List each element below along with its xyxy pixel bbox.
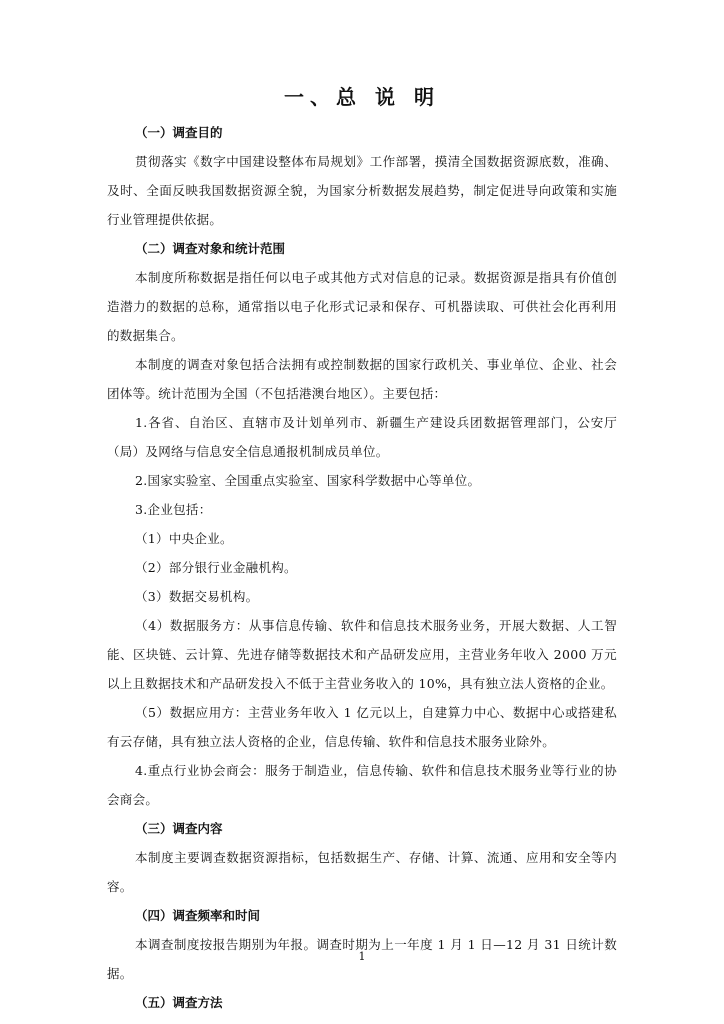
sub-item-data-application-parties: （5）数据应用方：主营业务年收入 1 亿元以上，自建算力中心、数据中心或搭建私有云存储，具有独立法人资格的企业，信息传输、软件和信息技术服务业除外。 [107, 705, 617, 749]
page-title: 一、总 说 明 [284, 85, 440, 109]
document-body [107, 118, 617, 1017]
paragraph-survey-objects: 本制度的调查对象包括合法拥有或控制数据的国家行政机关、事业单位、企业、社会团体等。统计范围为全国（不包括港澳台地区）。主要包括： [107, 357, 617, 401]
sub-item-central-enterprises: （1）中央企业。 [135, 531, 233, 546]
paragraph-content: 本制度主要调查数据资源指标，包括数据生产、存储、计算、流通、应用和安全等内容。 [107, 850, 617, 894]
paragraph-frequency: 本调查制度按报告期别为年报。调查时期为上一年度 1 月 1 日—12 月 31 日统计数据。 [107, 937, 617, 981]
list-item-provincial-departments: 1.各省、自治区、直辖市及计划单列市、新疆生产建设兵团数据管理部门，公安厅（局）及网络与信息安全信息通报机制成员单位。 [107, 415, 617, 459]
list-item-enterprises: 3.企业包括： [135, 502, 212, 517]
section-heading-content: （三）调查内容 [135, 821, 223, 836]
sub-item-data-exchanges: （3）数据交易机构。 [135, 589, 259, 604]
sub-item-data-service-providers: （4）数据服务方：从事信息传输、软件和信息技术服务业务，开展大数据、人工智能、区块链、云计算、先进存储等数据技术和产品研发应用，主营业务年收入 2000 万元以上且数据技术和产品研发投入不低于主营业务收入的 10%，具有独立法人资格的企业。 [107, 618, 617, 691]
page-number: 1 [358, 950, 366, 963]
section-heading-scope: （二）调查对象和统计范围 [135, 241, 286, 256]
section-heading-frequency: （四）调查频率和时间 [135, 908, 261, 923]
sub-item-banks: （2）部分银行业金融机构。 [135, 560, 297, 575]
paragraph-purpose: 贯彻落实《数字中国建设整体布局规划》工作部署，摸清全国数据资源底数，准确、及时、全面反映我国数据资源全貌，为国家分析数据发展趋势，制定促进导向政策和实施行业管理提供依据。 [107, 154, 617, 227]
paragraph-data-definition: 本制度所称数据是指任何以电子或其他方式对信息的记录。数据资源是指具有价值创造潜力的数据的总称，通常指以电子化形式记录和保存、可机器读取、可供社会化再利用的数据集合。 [107, 270, 617, 343]
section-heading-purpose: （一）调查目的 [135, 125, 223, 140]
list-item-industry-associations: 4.重点行业协会商会：服务于制造业，信息传输、软件和信息技术服务业等行业的协会商会。 [107, 763, 617, 807]
section-heading-method: （五）调查方法 [135, 995, 223, 1010]
list-item-national-labs: 2.国家实验室、全国重点实验室、国家科学数据中心等单位。 [135, 473, 481, 488]
